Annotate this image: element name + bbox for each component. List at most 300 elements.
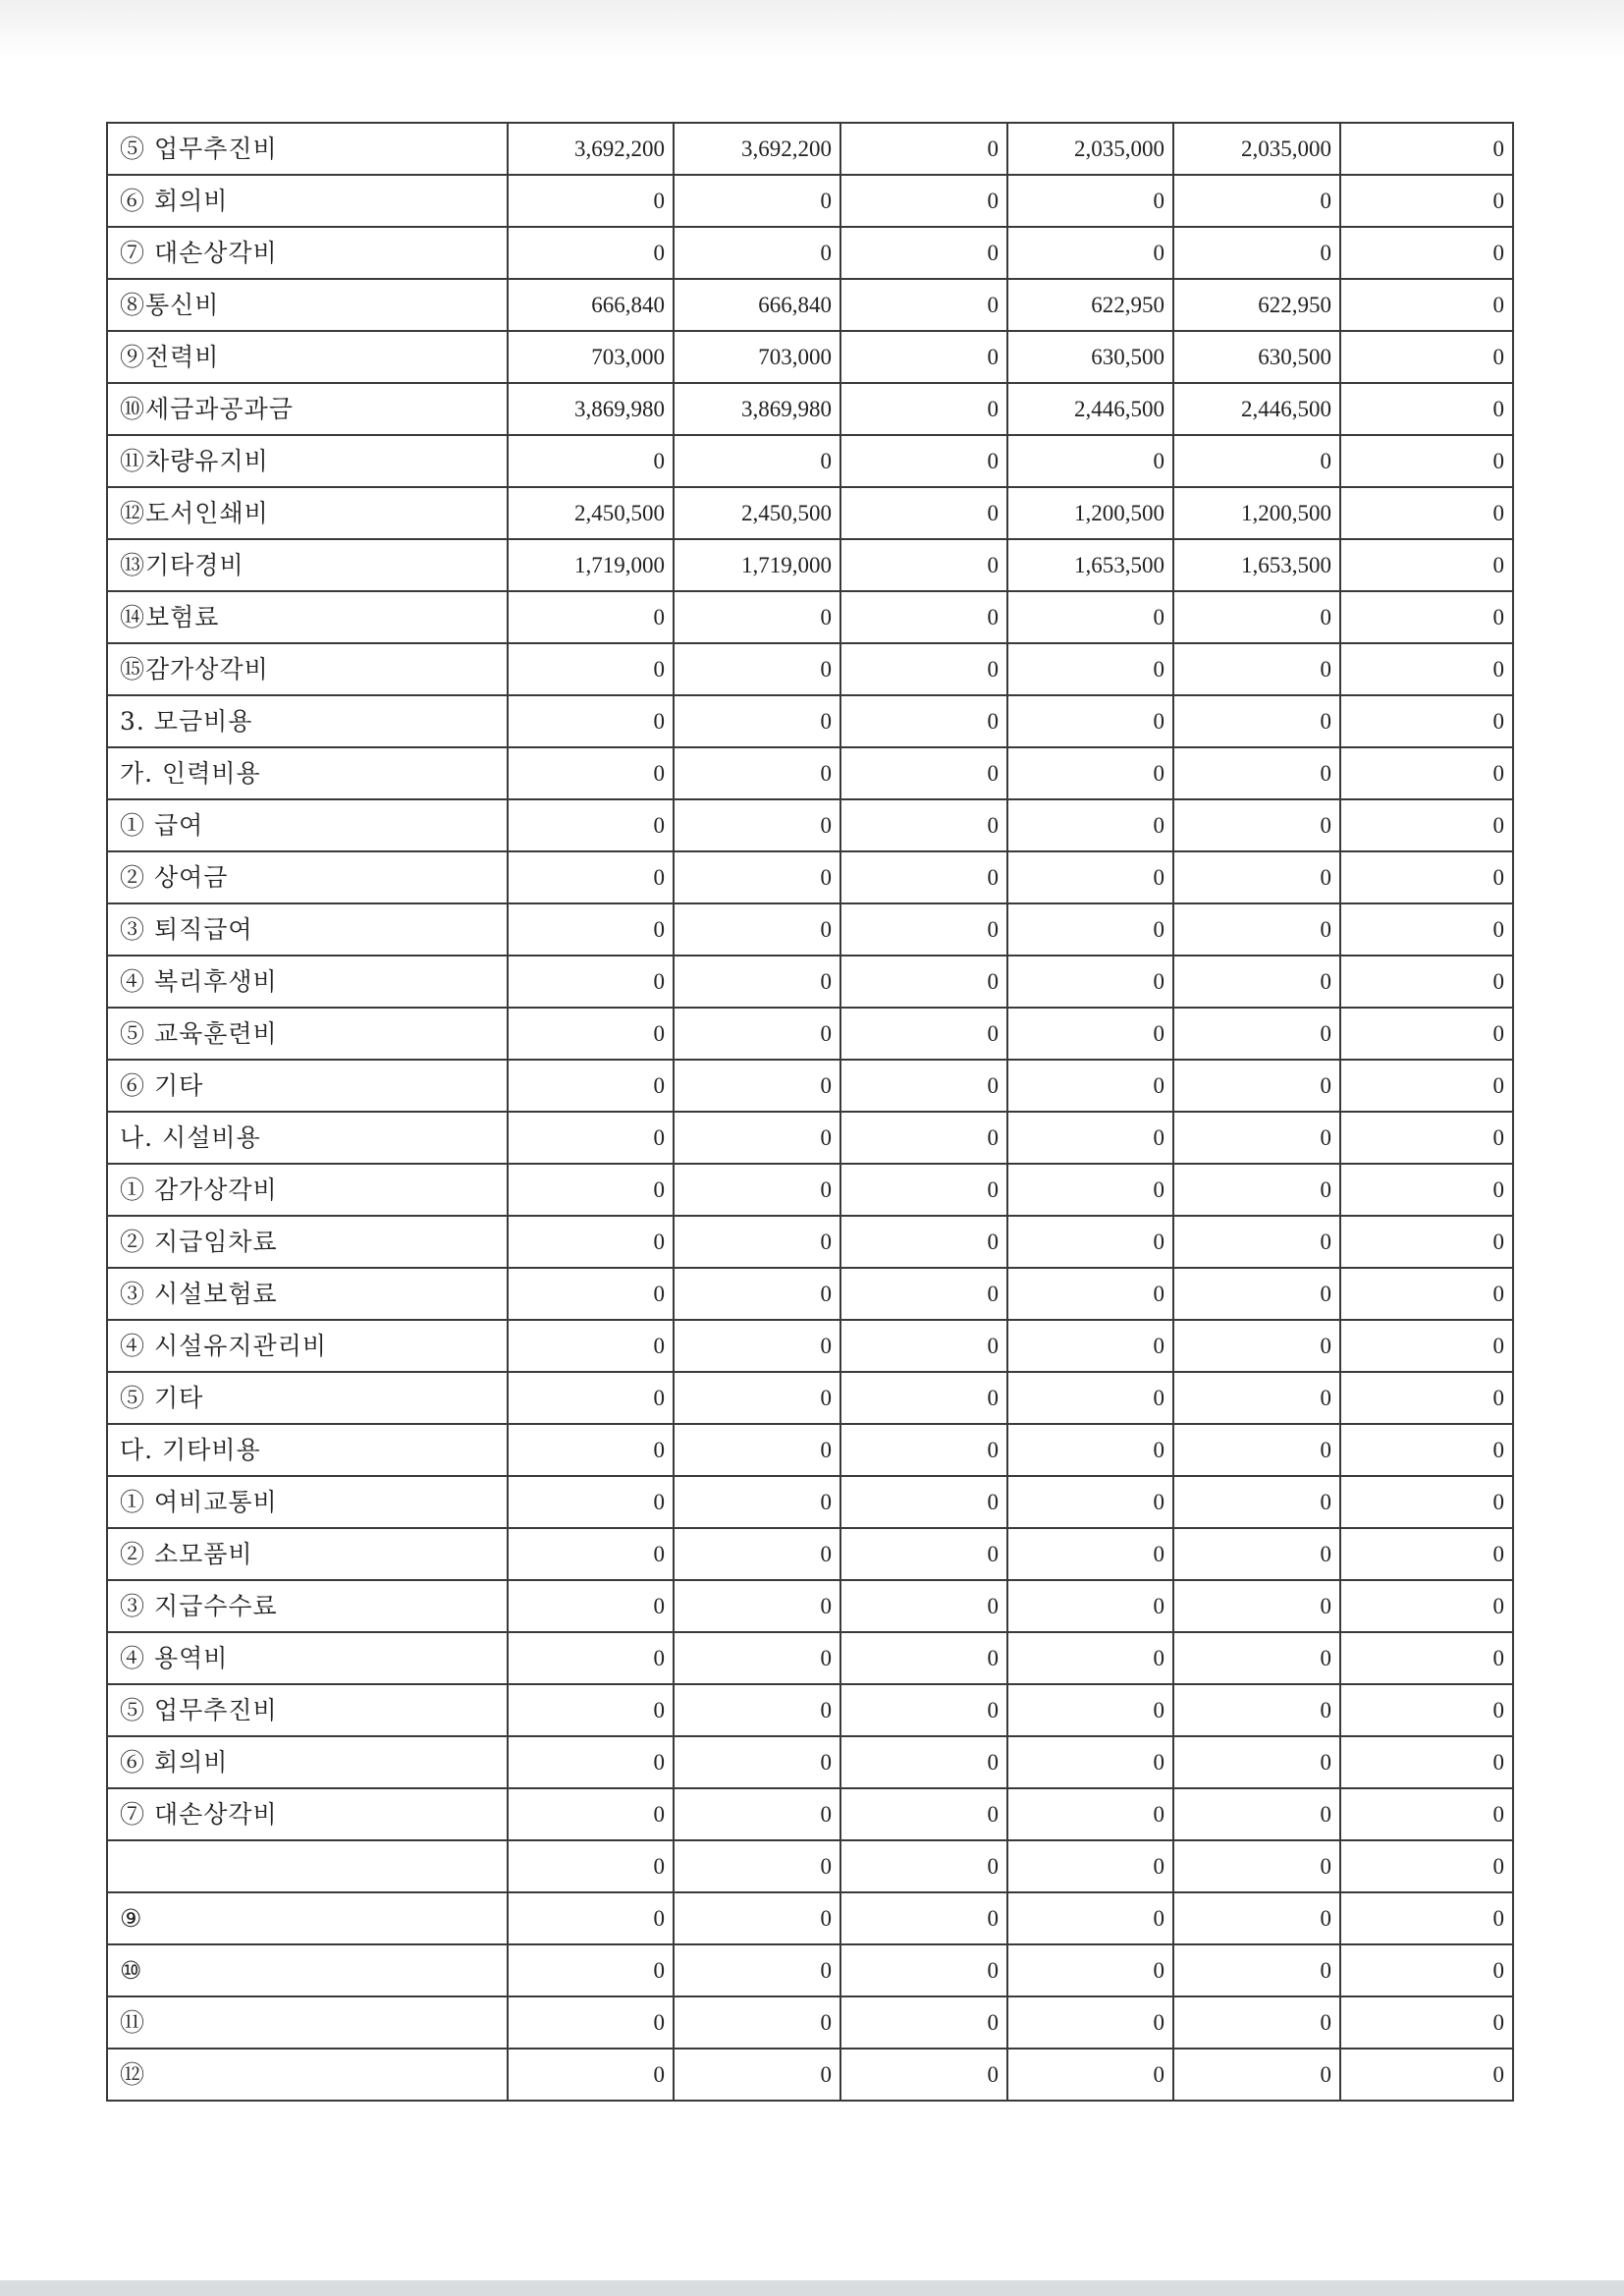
amount-cell: 0 — [1007, 1216, 1173, 1268]
amount-cell: 0 — [674, 227, 840, 279]
amount-cell: 0 — [508, 1840, 674, 1892]
amount-cell: 0 — [1007, 1476, 1173, 1528]
amount-cell: 0 — [840, 175, 1007, 227]
amount-cell: 0 — [508, 1528, 674, 1580]
amount-cell: 0 — [1007, 1892, 1173, 1944]
table-row — [107, 1476, 1513, 1528]
table-row — [107, 539, 1513, 591]
table-row — [107, 1164, 1513, 1216]
amount-cell: 1,719,000 — [674, 539, 840, 591]
amount-cell: 0 — [1007, 643, 1173, 695]
amount-cell: 0 — [1173, 2049, 1340, 2101]
amount-cell: 0 — [674, 799, 840, 851]
amount-cell: 3,692,200 — [508, 123, 674, 175]
table-row — [107, 1320, 1513, 1372]
amount-cell: 0 — [674, 956, 840, 1008]
amount-cell: 0 — [508, 643, 674, 695]
amount-cell: 0 — [674, 1320, 840, 1372]
amount-cell: 0 — [508, 1164, 674, 1216]
amount-cell: 0 — [1340, 1632, 1513, 1684]
amount-cell: 0 — [1007, 1320, 1173, 1372]
amount-cell: 0 — [674, 2049, 840, 2101]
amount-cell: 0 — [1007, 1736, 1173, 1788]
table-row — [107, 435, 1513, 487]
amount-cell: 0 — [508, 1112, 674, 1164]
amount-cell: 0 — [508, 956, 674, 1008]
amount-cell: 666,840 — [508, 279, 674, 331]
amount-cell: 0 — [1340, 956, 1513, 1008]
amount-cell: 0 — [1007, 1164, 1173, 1216]
amount-cell: 0 — [1173, 956, 1340, 1008]
amount-cell: 0 — [1007, 175, 1173, 227]
amount-cell: 0 — [840, 331, 1007, 383]
amount-cell: 0 — [508, 903, 674, 956]
amount-cell: 0 — [508, 227, 674, 279]
table-row — [107, 1580, 1513, 1632]
amount-cell: 0 — [1007, 591, 1173, 643]
row-label: ③ 퇴직급여 — [107, 903, 508, 956]
amount-cell: 0 — [508, 1216, 674, 1268]
row-label: 3. 모금비용 — [107, 695, 508, 747]
row-label: 가. 인력비용 — [107, 747, 508, 799]
amount-cell: 0 — [674, 1996, 840, 2049]
amount-cell: 0 — [1340, 383, 1513, 435]
amount-cell: 0 — [1173, 1112, 1340, 1164]
amount-cell: 0 — [1340, 435, 1513, 487]
scan-top-edge — [0, 0, 1624, 59]
row-label: ② 지급임차료 — [107, 1216, 508, 1268]
amount-cell: 0 — [674, 1944, 840, 1996]
amount-cell: 0 — [1007, 1580, 1173, 1632]
amount-cell: 2,446,500 — [1007, 383, 1173, 435]
amount-cell: 0 — [840, 1268, 1007, 1320]
amount-cell: 0 — [508, 1060, 674, 1112]
amount-cell: 0 — [1340, 1996, 1513, 2049]
amount-cell: 1,653,500 — [1007, 539, 1173, 591]
row-label: ⑤ 교육훈련비 — [107, 1008, 508, 1060]
amount-cell: 0 — [840, 1320, 1007, 1372]
amount-cell: 0 — [1173, 1840, 1340, 1892]
amount-cell: 2,450,500 — [508, 487, 674, 539]
amount-cell: 0 — [674, 175, 840, 227]
amount-cell: 1,653,500 — [1173, 539, 1340, 591]
amount-cell: 0 — [840, 1528, 1007, 1580]
amount-cell: 0 — [674, 747, 840, 799]
amount-cell: 0 — [840, 851, 1007, 903]
amount-cell: 0 — [840, 1788, 1007, 1840]
amount-cell: 0 — [840, 2049, 1007, 2101]
amount-cell: 0 — [1173, 1944, 1340, 1996]
amount-cell: 0 — [1007, 851, 1173, 903]
amount-cell: 0 — [1173, 1684, 1340, 1736]
amount-cell: 0 — [1173, 1892, 1340, 1944]
amount-cell: 0 — [508, 747, 674, 799]
amount-cell: 0 — [1173, 1164, 1340, 1216]
table-row — [107, 331, 1513, 383]
amount-cell: 0 — [1340, 539, 1513, 591]
amount-cell: 0 — [840, 591, 1007, 643]
amount-cell: 0 — [1173, 643, 1340, 695]
amount-cell: 622,950 — [1173, 279, 1340, 331]
amount-cell: 630,500 — [1007, 331, 1173, 383]
amount-cell: 0 — [840, 1632, 1007, 1684]
amount-cell: 0 — [840, 1008, 1007, 1060]
amount-cell: 0 — [1340, 1372, 1513, 1424]
amount-cell: 666,840 — [674, 279, 840, 331]
amount-cell: 0 — [508, 1268, 674, 1320]
amount-cell: 0 — [840, 123, 1007, 175]
table-row — [107, 1944, 1513, 1996]
amount-cell: 0 — [674, 1684, 840, 1736]
amount-cell: 0 — [508, 1996, 674, 2049]
amount-cell: 0 — [674, 695, 840, 747]
amount-cell: 0 — [1340, 1476, 1513, 1528]
row-label: ① 급여 — [107, 799, 508, 851]
amount-cell: 0 — [508, 1424, 674, 1476]
amount-cell: 0 — [508, 1736, 674, 1788]
row-label: ⑪차량유지비 — [107, 435, 508, 487]
scan-bottom-edge — [0, 2280, 1624, 2296]
amount-cell: 0 — [840, 1892, 1007, 1944]
amount-cell: 3,869,980 — [508, 383, 674, 435]
row-label: ⑮감가상각비 — [107, 643, 508, 695]
row-label: ⑥ 기타 — [107, 1060, 508, 1112]
amount-cell: 703,000 — [674, 331, 840, 383]
table-row — [107, 747, 1513, 799]
amount-cell: 0 — [840, 956, 1007, 1008]
amount-cell: 0 — [840, 1840, 1007, 1892]
amount-cell: 0 — [1340, 747, 1513, 799]
amount-cell: 0 — [840, 1684, 1007, 1736]
amount-cell: 0 — [1007, 747, 1173, 799]
amount-cell: 0 — [1173, 903, 1340, 956]
amount-cell: 0 — [508, 1372, 674, 1424]
amount-cell: 0 — [840, 1424, 1007, 1476]
amount-cell: 0 — [840, 279, 1007, 331]
amount-cell: 0 — [840, 1476, 1007, 1528]
amount-cell: 0 — [1007, 1008, 1173, 1060]
row-label: ⑩ — [107, 1944, 508, 1996]
table-row — [107, 799, 1513, 851]
row-label: ⑦ 대손상각비 — [107, 1788, 508, 1840]
amount-cell: 0 — [508, 695, 674, 747]
table-row — [107, 1632, 1513, 1684]
amount-cell: 0 — [674, 1840, 840, 1892]
amount-cell: 0 — [508, 1320, 674, 1372]
table-row — [107, 1372, 1513, 1424]
amount-cell: 0 — [840, 487, 1007, 539]
amount-cell: 0 — [508, 175, 674, 227]
amount-cell: 0 — [1007, 1112, 1173, 1164]
amount-cell: 0 — [1340, 643, 1513, 695]
amount-cell: 0 — [1173, 1008, 1340, 1060]
row-label: ④ 시설유지관리비 — [107, 1320, 508, 1372]
table-row — [107, 487, 1513, 539]
amount-cell: 0 — [674, 435, 840, 487]
amount-cell: 0 — [1340, 2049, 1513, 2101]
amount-cell: 0 — [1007, 1944, 1173, 1996]
row-label: ⑥ 회의비 — [107, 175, 508, 227]
amount-cell: 0 — [1173, 175, 1340, 227]
amount-cell: 0 — [1340, 1788, 1513, 1840]
amount-cell: 0 — [1173, 227, 1340, 279]
amount-cell: 0 — [508, 851, 674, 903]
amount-cell: 0 — [674, 851, 840, 903]
amount-cell: 0 — [1173, 1528, 1340, 1580]
table-body — [107, 123, 1513, 2101]
amount-cell: 0 — [1173, 1996, 1340, 2049]
row-label: ④ 용역비 — [107, 1632, 508, 1684]
amount-cell: 0 — [508, 1008, 674, 1060]
row-label: ④ 복리후생비 — [107, 956, 508, 1008]
amount-cell: 0 — [1173, 1580, 1340, 1632]
table-row — [107, 123, 1513, 175]
amount-cell: 0 — [1173, 591, 1340, 643]
amount-cell: 0 — [1173, 1424, 1340, 1476]
table-row — [107, 695, 1513, 747]
amount-cell: 0 — [1340, 175, 1513, 227]
amount-cell: 0 — [1340, 799, 1513, 851]
amount-cell: 0 — [1340, 1892, 1513, 1944]
amount-cell: 0 — [1007, 227, 1173, 279]
amount-cell: 0 — [674, 1216, 840, 1268]
row-label: ⑤ 업무추진비 — [107, 1684, 508, 1736]
amount-cell: 0 — [674, 643, 840, 695]
amount-cell: 0 — [1007, 1684, 1173, 1736]
amount-cell: 0 — [1340, 1268, 1513, 1320]
amount-cell: 0 — [1340, 903, 1513, 956]
table-row — [107, 1788, 1513, 1840]
table-row — [107, 1736, 1513, 1788]
amount-cell: 0 — [1173, 1736, 1340, 1788]
table-row — [107, 956, 1513, 1008]
row-label — [107, 1840, 508, 1892]
amount-cell: 0 — [1173, 695, 1340, 747]
amount-cell: 0 — [840, 1580, 1007, 1632]
amount-cell: 0 — [508, 1476, 674, 1528]
amount-cell: 703,000 — [508, 331, 674, 383]
amount-cell: 0 — [1340, 1580, 1513, 1632]
amount-cell: 3,692,200 — [674, 123, 840, 175]
amount-cell: 622,950 — [1007, 279, 1173, 331]
amount-cell: 2,450,500 — [674, 487, 840, 539]
amount-cell: 0 — [508, 1892, 674, 1944]
amount-cell: 0 — [1340, 1424, 1513, 1476]
amount-cell: 0 — [1173, 1372, 1340, 1424]
amount-cell: 0 — [508, 1684, 674, 1736]
amount-cell: 0 — [1007, 903, 1173, 956]
amount-cell: 0 — [674, 1632, 840, 1684]
amount-cell: 0 — [1007, 956, 1173, 1008]
row-label: ② 소모품비 — [107, 1528, 508, 1580]
amount-cell: 0 — [840, 1164, 1007, 1216]
table-row — [107, 227, 1513, 279]
row-label: ⑫도서인쇄비 — [107, 487, 508, 539]
amount-cell: 0 — [1340, 1320, 1513, 1372]
amount-cell: 0 — [1007, 1632, 1173, 1684]
amount-cell: 0 — [1340, 1112, 1513, 1164]
amount-cell: 0 — [674, 1528, 840, 1580]
table-row — [107, 1684, 1513, 1736]
amount-cell: 0 — [1007, 1996, 1173, 2049]
amount-cell: 0 — [1340, 331, 1513, 383]
amount-cell: 0 — [1173, 1320, 1340, 1372]
amount-cell: 0 — [1173, 851, 1340, 903]
amount-cell: 0 — [674, 1476, 840, 1528]
amount-cell: 0 — [1173, 1476, 1340, 1528]
amount-cell: 0 — [1007, 799, 1173, 851]
row-label: ③ 시설보험료 — [107, 1268, 508, 1320]
amount-cell: 0 — [1340, 851, 1513, 903]
amount-cell: 0 — [1007, 435, 1173, 487]
amount-cell: 2,035,000 — [1173, 123, 1340, 175]
amount-cell: 1,200,500 — [1007, 487, 1173, 539]
amount-cell: 0 — [1340, 1944, 1513, 1996]
row-label: ① 감가상각비 — [107, 1164, 508, 1216]
amount-cell: 0 — [1173, 747, 1340, 799]
amount-cell: 0 — [1007, 1528, 1173, 1580]
amount-cell: 0 — [508, 591, 674, 643]
amount-cell: 2,035,000 — [1007, 123, 1173, 175]
amount-cell: 0 — [1340, 591, 1513, 643]
amount-cell: 0 — [840, 799, 1007, 851]
amount-cell: 0 — [674, 1580, 840, 1632]
amount-cell: 0 — [840, 435, 1007, 487]
amount-cell: 0 — [840, 747, 1007, 799]
amount-cell: 0 — [1007, 1424, 1173, 1476]
table-row — [107, 851, 1513, 903]
amount-cell: 0 — [840, 1372, 1007, 1424]
table-row — [107, 1268, 1513, 1320]
row-label: ⑫ — [107, 2049, 508, 2101]
amount-cell: 0 — [508, 1632, 674, 1684]
row-label: ⑤ 업무추진비 — [107, 123, 508, 175]
row-label: ⑧통신비 — [107, 279, 508, 331]
amount-cell: 0 — [840, 903, 1007, 956]
amount-cell: 0 — [508, 1580, 674, 1632]
amount-cell: 0 — [1340, 1528, 1513, 1580]
amount-cell: 1,719,000 — [508, 539, 674, 591]
amount-cell: 3,869,980 — [674, 383, 840, 435]
amount-cell: 0 — [1007, 695, 1173, 747]
amount-cell: 0 — [1173, 1788, 1340, 1840]
table-row — [107, 1008, 1513, 1060]
amount-cell: 630,500 — [1173, 331, 1340, 383]
amount-cell: 0 — [674, 1372, 840, 1424]
amount-cell: 0 — [840, 1112, 1007, 1164]
amount-cell: 0 — [840, 695, 1007, 747]
row-label: ⑬기타경비 — [107, 539, 508, 591]
amount-cell: 0 — [674, 591, 840, 643]
amount-cell: 0 — [508, 1788, 674, 1840]
row-label: ⑨ — [107, 1892, 508, 1944]
amount-cell: 0 — [1173, 435, 1340, 487]
amount-cell: 0 — [1173, 1632, 1340, 1684]
amount-cell: 0 — [1340, 1736, 1513, 1788]
amount-cell: 0 — [1007, 1060, 1173, 1112]
amount-cell: 0 — [1340, 1008, 1513, 1060]
amount-cell: 0 — [1340, 1060, 1513, 1112]
amount-cell: 0 — [1340, 123, 1513, 175]
table-row — [107, 383, 1513, 435]
table-row — [107, 643, 1513, 695]
amount-cell: 0 — [674, 1008, 840, 1060]
budget-table — [106, 122, 1514, 2102]
amount-cell: 0 — [1340, 1840, 1513, 1892]
amount-cell: 0 — [1007, 1840, 1173, 1892]
amount-cell: 0 — [1340, 1216, 1513, 1268]
amount-cell: 0 — [674, 1424, 840, 1476]
table-row — [107, 591, 1513, 643]
table-row — [107, 1892, 1513, 1944]
amount-cell: 0 — [1340, 695, 1513, 747]
amount-cell: 1,200,500 — [1173, 487, 1340, 539]
row-label: ③ 지급수수료 — [107, 1580, 508, 1632]
amount-cell: 0 — [674, 903, 840, 956]
amount-cell: 0 — [674, 1060, 840, 1112]
table-row — [107, 1840, 1513, 1892]
amount-cell: 0 — [1340, 1684, 1513, 1736]
amount-cell: 0 — [840, 1736, 1007, 1788]
table-row — [107, 903, 1513, 956]
amount-cell: 0 — [1007, 1788, 1173, 1840]
amount-cell: 0 — [840, 383, 1007, 435]
amount-cell: 0 — [508, 435, 674, 487]
amount-cell: 0 — [674, 1892, 840, 1944]
amount-cell: 0 — [840, 227, 1007, 279]
amount-cell: 0 — [1340, 227, 1513, 279]
row-label: ① 여비교통비 — [107, 1476, 508, 1528]
amount-cell: 0 — [674, 1164, 840, 1216]
amount-cell: 0 — [674, 1268, 840, 1320]
row-label: ⑦ 대손상각비 — [107, 227, 508, 279]
table-row — [107, 1528, 1513, 1580]
amount-cell: 0 — [1340, 487, 1513, 539]
amount-cell: 0 — [840, 1060, 1007, 1112]
amount-cell: 0 — [1173, 1216, 1340, 1268]
amount-cell: 0 — [840, 1216, 1007, 1268]
amount-cell: 0 — [840, 1944, 1007, 1996]
amount-cell: 0 — [1007, 1268, 1173, 1320]
table-row — [107, 1424, 1513, 1476]
table-row — [107, 279, 1513, 331]
amount-cell: 0 — [674, 1788, 840, 1840]
table-row — [107, 1216, 1513, 1268]
amount-cell: 0 — [674, 1112, 840, 1164]
row-label: ⑭보험료 — [107, 591, 508, 643]
row-label: 다. 기타비용 — [107, 1424, 508, 1476]
amount-cell: 0 — [508, 2049, 674, 2101]
amount-cell: 0 — [1340, 279, 1513, 331]
amount-cell: 0 — [840, 1996, 1007, 2049]
amount-cell: 0 — [1173, 799, 1340, 851]
amount-cell: 0 — [1007, 1372, 1173, 1424]
table-row — [107, 1060, 1513, 1112]
amount-cell: 0 — [1007, 2049, 1173, 2101]
table-row — [107, 175, 1513, 227]
row-label: ⑨전력비 — [107, 331, 508, 383]
row-label: ② 상여금 — [107, 851, 508, 903]
amount-cell: 0 — [508, 799, 674, 851]
amount-cell: 0 — [840, 539, 1007, 591]
row-label: ⑩세금과공과금 — [107, 383, 508, 435]
row-label: ⑤ 기타 — [107, 1372, 508, 1424]
amount-cell: 0 — [1340, 1164, 1513, 1216]
amount-cell: 0 — [674, 1736, 840, 1788]
table-row — [107, 1996, 1513, 2049]
table-row — [107, 1112, 1513, 1164]
amount-cell: 0 — [1173, 1060, 1340, 1112]
